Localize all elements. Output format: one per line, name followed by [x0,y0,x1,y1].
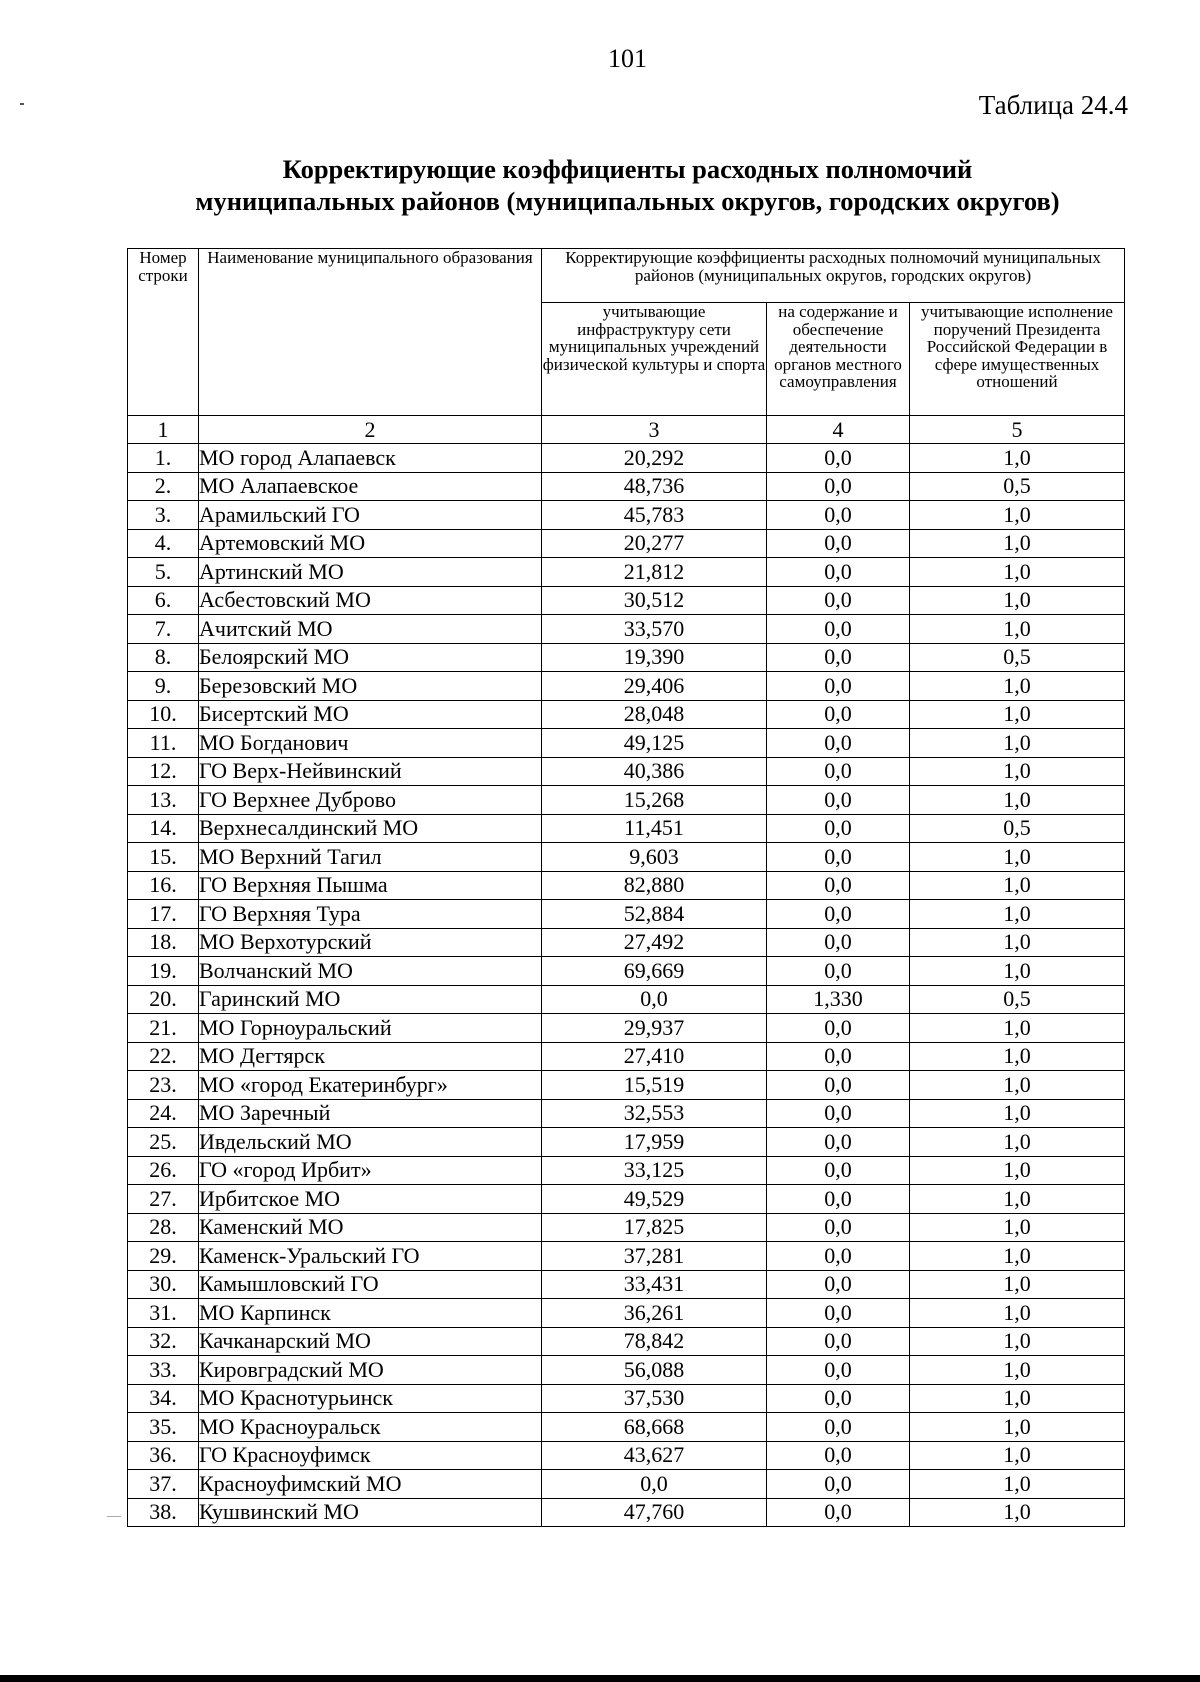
property-relations-coef: 1,0 [910,586,1125,615]
property-relations-coef: 1,0 [910,1242,1125,1271]
row-number: 33. [128,1356,199,1385]
municipality-name: ГО Верхняя Пышма [199,871,542,900]
table-row [128,472,1125,501]
municipality-name: ГО Верх-Нейвинский [199,757,542,786]
column-number: 2 [199,416,542,444]
municipality-name: Березовский МО [199,672,542,701]
property-relations-coef: 1,0 [910,672,1125,701]
row-number: 4. [128,529,199,558]
local-government-coef: 0,0 [767,871,910,900]
table-row [128,700,1125,729]
local-government-coef: 0,0 [767,1071,910,1100]
sport-infrastructure-coef: 33,125 [542,1156,767,1185]
sport-infrastructure-coef: 20,292 [542,444,767,473]
table-row [128,1156,1125,1185]
municipality-name: Гаринский МО [199,985,542,1014]
sport-infrastructure-coef: 49,125 [542,729,767,758]
property-relations-coef: 1,0 [910,1470,1125,1499]
coefficients-table [127,248,1125,1527]
sport-infrastructure-coef: 49,529 [542,1185,767,1214]
row-number: 3. [128,501,199,530]
property-relations-coef: 1,0 [910,501,1125,530]
table-row [128,900,1125,929]
row-number: 10. [128,700,199,729]
property-relations-coef: 1,0 [910,1156,1125,1185]
header-property-relations: учитывающие исполнение поручений Президента Российской Федерации в сфере имущественных отношений [910,303,1125,416]
property-relations-coef: 1,0 [910,1498,1125,1527]
property-relations-coef: 1,0 [910,1185,1125,1214]
local-government-coef: 0,0 [767,843,910,872]
local-government-coef: 0,0 [767,700,910,729]
sport-infrastructure-coef: 32,553 [542,1099,767,1128]
table-row [128,1042,1125,1071]
property-relations-coef: 1,0 [910,444,1125,473]
property-relations-coef: 0,5 [910,814,1125,843]
municipality-name: МО Верхний Тагил [199,843,542,872]
title-line-1: Корректирующие коэффициенты расходных полномочий [282,154,973,184]
sport-infrastructure-coef: 27,410 [542,1042,767,1071]
column-number: 3 [542,416,767,444]
table-row [128,1413,1125,1442]
table-row [128,586,1125,615]
row-number: 29. [128,1242,199,1271]
sport-infrastructure-coef: 11,451 [542,814,767,843]
municipality-name: Кировградский МО [199,1356,542,1385]
municipality-name: ГО «город Ирбит» [199,1156,542,1185]
table-row [128,1384,1125,1413]
local-government-coef: 0,0 [767,729,910,758]
sport-infrastructure-coef: 9,603 [542,843,767,872]
municipality-name: МО Красноуральск [199,1413,542,1442]
local-government-coef: 0,0 [767,957,910,986]
document-title [120,153,1135,217]
sport-infrastructure-coef: 21,812 [542,558,767,587]
municipality-name: Артемовский МО [199,529,542,558]
municipality-name: Каменский МО [199,1213,542,1242]
municipality-name: МО Алапаевское [199,472,542,501]
sport-infrastructure-coef: 15,268 [542,786,767,815]
property-relations-coef: 1,0 [910,1014,1125,1043]
property-relations-coef: 1,0 [910,1128,1125,1157]
municipality-name: Верхнесалдинский МО [199,814,542,843]
row-number: 9. [128,672,199,701]
municipality-name: Камышловский ГО [199,1270,542,1299]
row-number: 20. [128,985,199,1014]
header-local-government: на содержание и обеспечение деятельности органов местного самоуправления [767,303,910,416]
row-number: 34. [128,1384,199,1413]
sport-infrastructure-coef: 29,406 [542,672,767,701]
column-numbers-row [128,416,1125,444]
table-row [128,786,1125,815]
table-row [128,928,1125,957]
property-relations-coef: 1,0 [910,1356,1125,1385]
property-relations-coef: 0,5 [910,985,1125,1014]
column-number: 1 [128,416,199,444]
local-government-coef: 0,0 [767,1498,910,1527]
row-number: 21. [128,1014,199,1043]
municipality-name: МО Богданович [199,729,542,758]
local-government-coef: 0,0 [767,529,910,558]
sport-infrastructure-coef: 0,0 [542,985,767,1014]
row-number: 26. [128,1156,199,1185]
page-number: 101 [608,44,647,73]
municipality-name: МО город Алапаевск [199,444,542,473]
local-government-coef: 0,0 [767,1327,910,1356]
property-relations-coef: 0,5 [910,643,1125,672]
local-government-coef: 0,0 [767,586,910,615]
row-number: 1. [128,444,199,473]
table-row [128,529,1125,558]
sport-infrastructure-coef: 28,048 [542,700,767,729]
local-government-coef: 0,0 [767,1099,910,1128]
municipality-name: Ачитский МО [199,615,542,644]
row-number: 38. [128,1498,199,1527]
property-relations-coef: 1,0 [910,1327,1125,1356]
sport-infrastructure-coef: 43,627 [542,1441,767,1470]
local-government-coef: 0,0 [767,900,910,929]
row-number: 30. [128,1270,199,1299]
row-number: 27. [128,1185,199,1214]
sport-infrastructure-coef: 19,390 [542,643,767,672]
local-government-coef: 0,0 [767,1384,910,1413]
table-row [128,871,1125,900]
property-relations-coef: 1,0 [910,1099,1125,1128]
municipality-name: МО Верхотурский [199,928,542,957]
row-number: 28. [128,1213,199,1242]
local-government-coef: 0,0 [767,672,910,701]
row-number: 16. [128,871,199,900]
table-row [128,1470,1125,1499]
local-government-coef: 0,0 [767,928,910,957]
municipality-name: Кушвинский МО [199,1498,542,1527]
local-government-coef: 0,0 [767,1441,910,1470]
header-coefficients-group: Корректирующие коэффициенты расходных полномочий муниципальных районов (муниципальных округов, городских округов) [542,249,1125,303]
table-row [128,1099,1125,1128]
local-government-coef: 0,0 [767,814,910,843]
row-number: 22. [128,1042,199,1071]
sport-infrastructure-coef: 37,281 [542,1242,767,1271]
property-relations-coef: 1,0 [910,1413,1125,1442]
row-number: 14. [128,814,199,843]
municipality-name: Красноуфимский МО [199,1470,542,1499]
property-relations-coef: 1,0 [910,1384,1125,1413]
header-municipality-name: Наименование муниципального образования [199,249,542,416]
row-number: 19. [128,957,199,986]
local-government-coef: 0,0 [767,1185,910,1214]
property-relations-coef: 1,0 [910,700,1125,729]
local-government-coef: 0,0 [767,1156,910,1185]
property-relations-coef: 1,0 [910,871,1125,900]
municipality-name: МО Карпинск [199,1299,542,1328]
row-number: 13. [128,786,199,815]
sport-infrastructure-coef: 56,088 [542,1356,767,1385]
row-number: 5. [128,558,199,587]
municipality-name: Арамильский ГО [199,501,542,530]
local-government-coef: 0,0 [767,444,910,473]
row-number: 15. [128,843,199,872]
sport-infrastructure-coef: 33,431 [542,1270,767,1299]
local-government-coef: 0,0 [767,1128,910,1157]
municipality-name: Бисертский МО [199,700,542,729]
row-number: 17. [128,900,199,929]
table-row [128,1213,1125,1242]
scan-mark [20,103,24,105]
table-row [128,1441,1125,1470]
municipality-name: ГО Красноуфимск [199,1441,542,1470]
row-number: 2. [128,472,199,501]
municipality-name: Качканарский МО [199,1327,542,1356]
sport-infrastructure-coef: 47,760 [542,1498,767,1527]
local-government-coef: 1,330 [767,985,910,1014]
table-row [128,1071,1125,1100]
table-row [128,672,1125,701]
local-government-coef: 0,0 [767,1270,910,1299]
header-sport-infrastructure: учитывающие инфраструктуру сети муниципальных учреждений физической культуры и спорта [542,303,767,416]
table-row [128,1014,1125,1043]
municipality-name: МО Заречный [199,1099,542,1128]
sport-infrastructure-coef: 40,386 [542,757,767,786]
local-government-coef: 0,0 [767,501,910,530]
row-number: 24. [128,1099,199,1128]
sport-infrastructure-coef: 33,570 [542,615,767,644]
table-row [128,501,1125,530]
table-row [128,729,1125,758]
sport-infrastructure-coef: 17,959 [542,1128,767,1157]
table-row [128,1498,1125,1527]
local-government-coef: 0,0 [767,1213,910,1242]
table-row [128,814,1125,843]
row-number: 8. [128,643,199,672]
property-relations-coef: 1,0 [910,1441,1125,1470]
sport-infrastructure-coef: 78,842 [542,1327,767,1356]
property-relations-coef: 1,0 [910,1042,1125,1071]
sport-infrastructure-coef: 48,736 [542,472,767,501]
table-row [128,985,1125,1014]
row-number: 23. [128,1071,199,1100]
local-government-coef: 0,0 [767,1356,910,1385]
table-row [128,757,1125,786]
row-number: 35. [128,1413,199,1442]
row-number: 31. [128,1299,199,1328]
table-row [128,444,1125,473]
row-number: 7. [128,615,199,644]
municipality-name: ГО Верхняя Тура [199,900,542,929]
municipality-name: МО «город Екатеринбург» [199,1071,542,1100]
table-row [128,1327,1125,1356]
property-relations-coef: 1,0 [910,615,1125,644]
scan-mark [107,1516,121,1517]
municipality-name: Белоярский МО [199,643,542,672]
row-number: 12. [128,757,199,786]
table-body [128,416,1125,1527]
row-number: 18. [128,928,199,957]
sport-infrastructure-coef: 37,530 [542,1384,767,1413]
local-government-coef: 0,0 [767,558,910,587]
sport-infrastructure-coef: 15,519 [542,1071,767,1100]
municipality-name: ГО Верхнее Дуброво [199,786,542,815]
property-relations-coef: 1,0 [910,529,1125,558]
sport-infrastructure-coef: 27,492 [542,928,767,957]
municipality-name: МО Дегтярск [199,1042,542,1071]
local-government-coef: 0,0 [767,757,910,786]
table-row [128,1356,1125,1385]
sport-infrastructure-coef: 69,669 [542,957,767,986]
header-row-number: Номер строки [128,249,199,416]
sport-infrastructure-coef: 0,0 [542,1470,767,1499]
sport-infrastructure-coef: 29,937 [542,1014,767,1043]
municipality-name: Ирбитское МО [199,1185,542,1214]
property-relations-coef: 1,0 [910,729,1125,758]
property-relations-coef: 1,0 [910,786,1125,815]
sport-infrastructure-coef: 20,277 [542,529,767,558]
row-number: 6. [128,586,199,615]
table-row [128,1270,1125,1299]
local-government-coef: 0,0 [767,472,910,501]
property-relations-coef: 1,0 [910,1213,1125,1242]
local-government-coef: 0,0 [767,1242,910,1271]
property-relations-coef: 1,0 [910,1071,1125,1100]
local-government-coef: 0,0 [767,1042,910,1071]
sport-infrastructure-coef: 30,512 [542,586,767,615]
column-number: 4 [767,416,910,444]
table-row [128,558,1125,587]
municipality-name: Асбестовский МО [199,586,542,615]
municipality-name: Волчанский МО [199,957,542,986]
sport-infrastructure-coef: 82,880 [542,871,767,900]
local-government-coef: 0,0 [767,1299,910,1328]
table-row [128,957,1125,986]
local-government-coef: 0,0 [767,786,910,815]
local-government-coef: 0,0 [767,1470,910,1499]
scan-border [0,1675,1200,1682]
row-number: 25. [128,1128,199,1157]
table-row [128,615,1125,644]
property-relations-coef: 1,0 [910,757,1125,786]
sport-infrastructure-coef: 36,261 [542,1299,767,1328]
sport-infrastructure-coef: 45,783 [542,501,767,530]
table-row [128,1242,1125,1271]
table-label: Таблица 24.4 [978,90,1128,120]
title-line-2: муниципальных районов (муниципальных округов, городских округов) [195,186,1060,216]
table-row [128,843,1125,872]
row-number: 37. [128,1470,199,1499]
property-relations-coef: 1,0 [910,843,1125,872]
row-number: 11. [128,729,199,758]
sport-infrastructure-coef: 52,884 [542,900,767,929]
local-government-coef: 0,0 [767,1014,910,1043]
row-number: 36. [128,1441,199,1470]
sport-infrastructure-coef: 17,825 [542,1213,767,1242]
municipality-name: Каменск-Уральский ГО [199,1242,542,1271]
municipality-name: Ивдельский МО [199,1128,542,1157]
property-relations-coef: 1,0 [910,900,1125,929]
property-relations-coef: 1,0 [910,558,1125,587]
property-relations-coef: 1,0 [910,928,1125,957]
table-row [128,1299,1125,1328]
property-relations-coef: 1,0 [910,1270,1125,1299]
property-relations-coef: 1,0 [910,957,1125,986]
municipality-name: Артинский МО [199,558,542,587]
property-relations-coef: 1,0 [910,1299,1125,1328]
table-row [128,643,1125,672]
local-government-coef: 0,0 [767,615,910,644]
local-government-coef: 0,0 [767,1413,910,1442]
municipality-name: МО Краснотурьинск [199,1384,542,1413]
column-number: 5 [910,416,1125,444]
table-row [128,1128,1125,1157]
local-government-coef: 0,0 [767,643,910,672]
sport-infrastructure-coef: 68,668 [542,1413,767,1442]
property-relations-coef: 0,5 [910,472,1125,501]
municipality-name: МО Горноуральский [199,1014,542,1043]
row-number: 32. [128,1327,199,1356]
table-row [128,1185,1125,1214]
